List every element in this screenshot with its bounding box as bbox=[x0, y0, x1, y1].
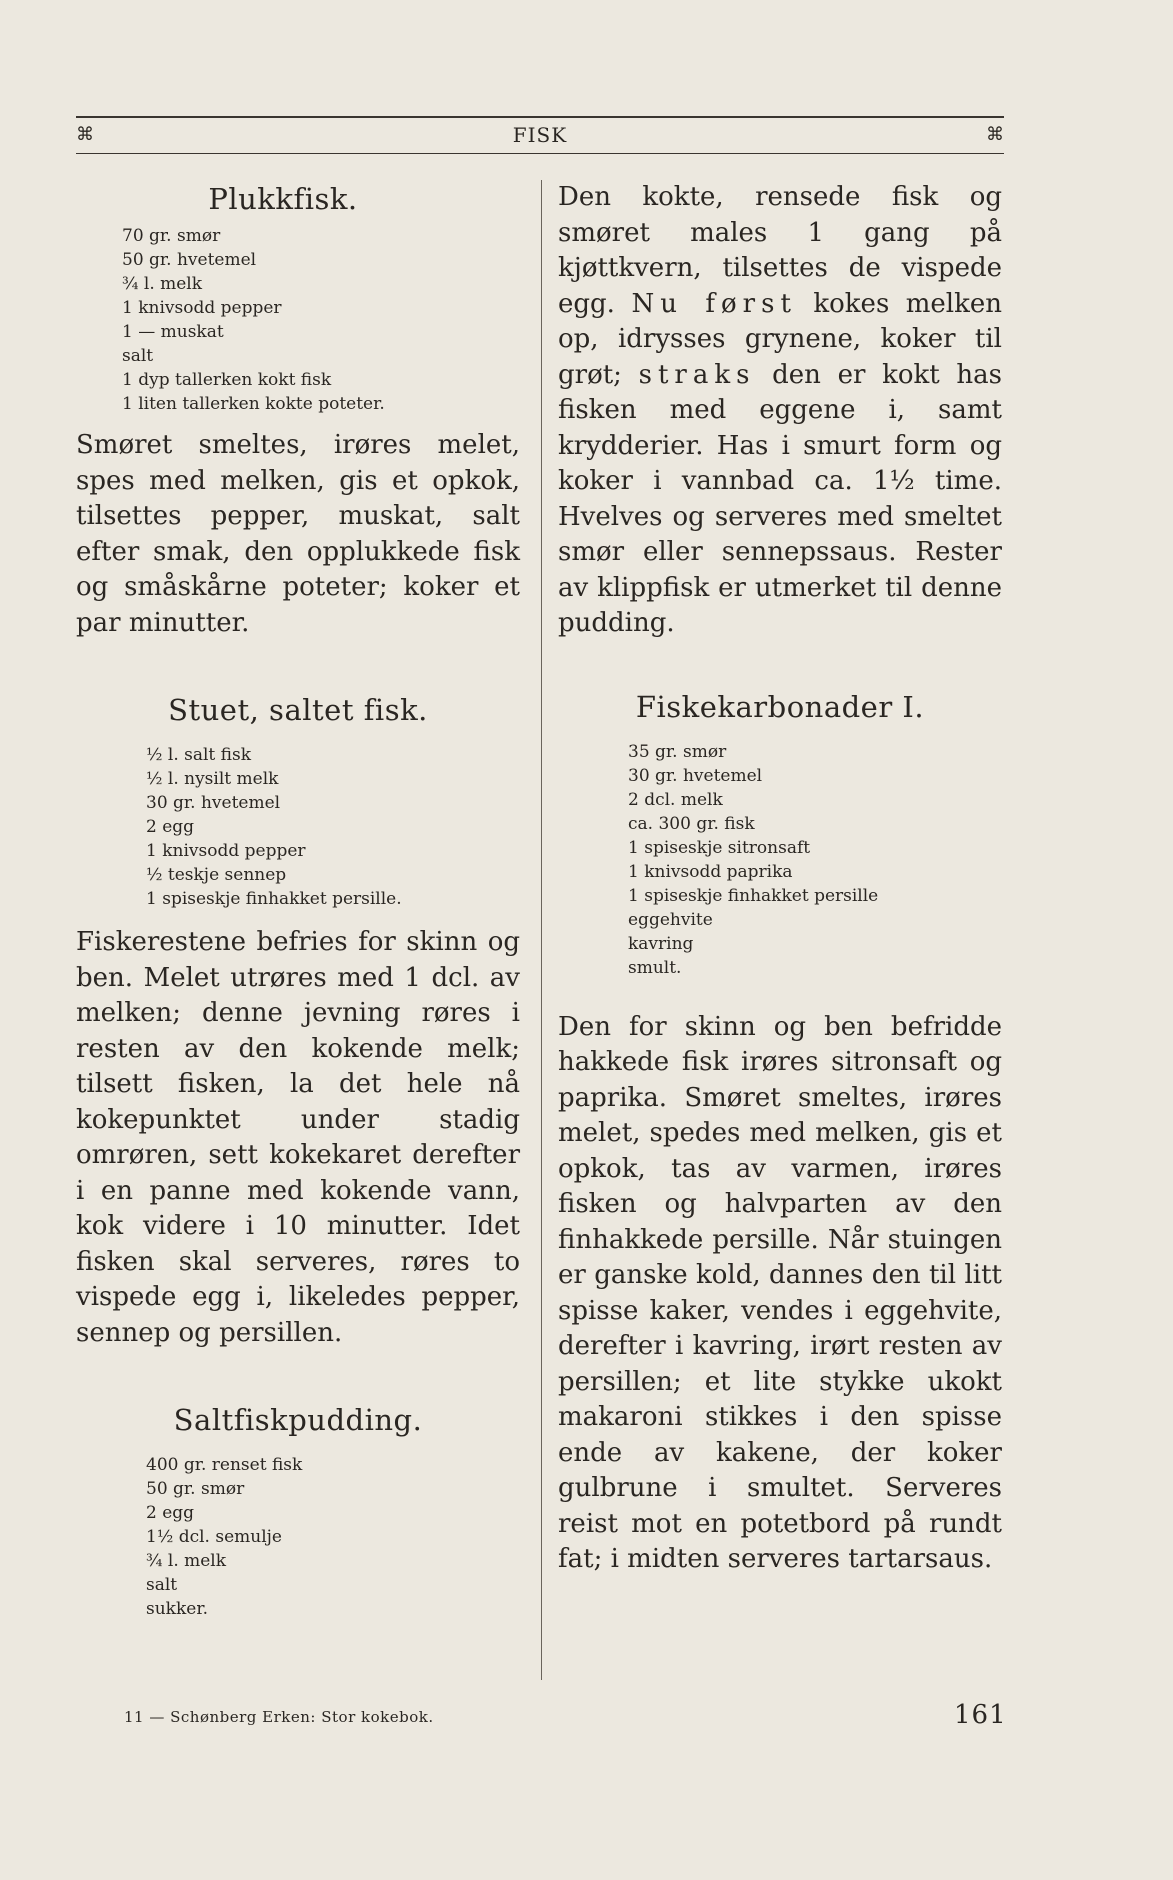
ingredient: 1 knivsodd pepper bbox=[146, 841, 306, 861]
recipe-title: Saltfiskpudding. bbox=[173, 1403, 423, 1437]
page-number: 161 bbox=[954, 1700, 1007, 1730]
recipe-method-saltfiskpudding bbox=[558, 180, 1002, 642]
left-column bbox=[76, 180, 520, 1621]
ingredient: 1 spiseskje finhakket persille bbox=[628, 885, 879, 906]
ingredient: 1 spiseskje finhakket persille. bbox=[146, 889, 402, 909]
column-divider bbox=[541, 180, 542, 1680]
recipe-fiskekarbonader bbox=[558, 688, 1002, 1578]
ingredient: 2 egg bbox=[146, 817, 195, 837]
header-rule-bottom bbox=[76, 153, 1004, 154]
recipe-plukkfisk bbox=[76, 180, 520, 641]
ingredient: 30 gr. hvetemel bbox=[146, 793, 281, 813]
method-part: kokes melken op, idrysses grynene, koker til grøt; bbox=[558, 288, 1003, 390]
recipe-method: Fiskerestene befries for skinn og ben. Melet utrøres med 1 dcl. av melken; denne jevning røres i resten av den kokende melk; tilsett fisken, la det hele nå kokepunktet under stadig omrøren, sett kokekaret derefter i en panne med kokende vann, kok videre i 10 minutter. Idet fisken skal serveres, røres to vispede egg i, likeledes pepper, sennep og persillen. bbox=[76, 927, 520, 1348]
ingredient: 50 gr. hvetemel bbox=[122, 250, 257, 270]
emphasis-straks: straks bbox=[638, 359, 756, 390]
ingredient: ½ l. nysilt melk bbox=[146, 769, 279, 789]
method-part: den er kokt has fisken med eggene i, samt krydderier. Has i smurt form og koker i vannbad ca. 1½ time. Hvelves og serveres med smeltet smør eller sennepssaus. Rester av klippfisk er utmerket til denne pudding. bbox=[558, 359, 1002, 638]
ingredient: sukker. bbox=[146, 1599, 208, 1619]
recipe-title: Plukkfisk. bbox=[208, 182, 358, 216]
ingredient: 1 dyp tallerken kokt fisk bbox=[122, 370, 332, 390]
recipe-method: Den for skinn og ben befridde hakkede fisk irøres sitronsaft og paprika. Smøret smeltes, irøres melet, spedes med melken, gis et opkok, tas av varmen, irøres fisken og halvparten av den finhakkede persille. Når stuingen er ganske kold, dannes den til litt spisse kaker, vendes i eggehvite, derefter i kavring, irørt resten av persillen; et lite stykke ukokt makaroni stikkes i den spisse ende av kakene, der koker gulbrune i smultet. Serveres reist mot en potetbord på rundt fat; i midten serveres tartarsaus. bbox=[558, 1011, 1002, 1574]
recipe-title: Fiskekarbonader I. bbox=[635, 689, 925, 724]
ingredient: ¾ l. melk bbox=[146, 1551, 227, 1571]
ingredient-list bbox=[146, 743, 520, 911]
ingredient: smult. bbox=[628, 957, 682, 978]
method-part: Den kokte, rensede fisk og smøret males 1 gang på kjøttkvern, tilsettes de vispede egg. bbox=[558, 182, 1002, 319]
ingredient: 1 spiseskje sitronsaft bbox=[628, 837, 811, 858]
emphasis-nu-forst: Nu først bbox=[631, 288, 797, 319]
ingredient: 2 dcl. melk bbox=[628, 789, 723, 810]
ingredient: 1 knivsodd pepper bbox=[122, 298, 282, 318]
ingredient: 35 gr. smør bbox=[628, 741, 727, 762]
running-head bbox=[76, 116, 1004, 156]
recipe-saltfiskpudding bbox=[76, 1401, 520, 1621]
ingredient: ¾ l. melk bbox=[122, 274, 203, 294]
recipe-stuet-saltet-fisk bbox=[76, 691, 520, 1351]
ingredient: 30 gr. hvetemel bbox=[628, 765, 763, 786]
ingredient: 1 liten tallerken kokte poteter. bbox=[122, 394, 385, 414]
section-title: FISK bbox=[512, 123, 568, 147]
ingredient: 2 egg bbox=[146, 1503, 195, 1523]
header-rule-top bbox=[76, 116, 1004, 118]
ingredient-list bbox=[628, 740, 1002, 980]
recipe-method: Smøret smeltes, irøres melet, spes med melken, gis et opkok, tilsettes pepper, muskat, salt efter smak, den opplukkede fisk og småskårne poteter; koker et par minutter. bbox=[76, 430, 520, 638]
ingredient: 70 gr. smør bbox=[122, 226, 221, 246]
ingredient: 400 gr. renset fisk bbox=[146, 1455, 303, 1475]
footer-credit: 11 — Schønberg Erken: Stor kokebok. bbox=[124, 1708, 434, 1726]
ingredient: 50 gr. smør bbox=[146, 1479, 245, 1499]
ingredient: ca. 300 gr. fisk bbox=[628, 813, 755, 834]
ingredient: 1 — muskat bbox=[122, 322, 224, 342]
ingredient: ½ l. salt fisk bbox=[146, 745, 252, 765]
ingredient: eggehvite bbox=[628, 909, 713, 930]
ornament-right-icon: ⌘ bbox=[986, 124, 1004, 145]
recipe-title: Stuet, saltet fisk. bbox=[168, 693, 428, 727]
ingredient-list bbox=[122, 224, 520, 416]
ingredient: 1 knivsodd paprika bbox=[628, 861, 793, 882]
ingredient: kavring bbox=[628, 933, 694, 954]
ingredient: 1½ dcl. semulje bbox=[146, 1527, 282, 1547]
ingredient: salt bbox=[122, 346, 154, 366]
ornament-left-icon: ⌘ bbox=[76, 124, 94, 145]
right-column bbox=[558, 180, 1002, 1578]
ingredient: salt bbox=[146, 1575, 178, 1595]
ingredient-list bbox=[146, 1453, 520, 1621]
ingredient: ½ teskje sennep bbox=[146, 865, 287, 885]
